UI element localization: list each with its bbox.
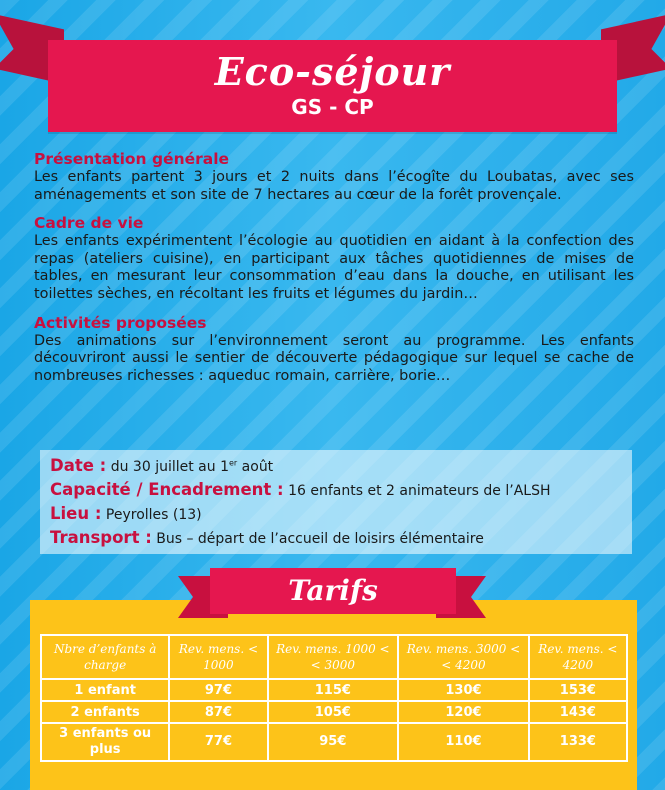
- table-cell: 120€: [398, 701, 529, 723]
- page-subtitle: GS - CP: [291, 95, 374, 119]
- section-presentation: [34, 150, 634, 204]
- page-title: Eco-séjour: [214, 49, 451, 94]
- info-place-label: Lieu :: [50, 504, 102, 523]
- tarifs-table: [40, 634, 628, 762]
- info-date: [50, 456, 273, 475]
- table-row: [41, 701, 627, 723]
- info-date-label: Date :: [50, 456, 107, 475]
- info-capacity-label: Capacité / Encadrement :: [50, 480, 284, 499]
- section-cadre-de-vie: [34, 214, 634, 303]
- header-banner: [48, 40, 617, 132]
- info-place: [50, 504, 202, 523]
- table-cell: 87€: [169, 701, 267, 723]
- table-cell: 143€: [529, 701, 627, 723]
- table-cell: 105€: [268, 701, 399, 723]
- info-transport-label: Transport :: [50, 528, 152, 547]
- table-header-cell: Nbre d’enfants à charge: [41, 635, 169, 679]
- info-capacity: [50, 480, 551, 499]
- table-cell: 1 enfant: [41, 679, 169, 701]
- content: [34, 150, 634, 395]
- info-box: [40, 450, 632, 554]
- info-transport: [50, 528, 484, 547]
- info-date-value-end: août: [237, 459, 274, 475]
- table-cell: 110€: [398, 723, 529, 761]
- section-text: Des animations sur l’environnement seront au programme. Les enfants découvriront aussi le sentier de découverte pédagogique sur lequel se cache de nombreuses richesses : aqueduc romain, carrière, borie…: [34, 332, 634, 384]
- table-cell: 130€: [398, 679, 529, 701]
- info-place-value: Peyrolles (13): [105, 507, 202, 523]
- table-row: [41, 723, 627, 761]
- section-text: Les enfants partent 3 jours et 2 nuits dans l’écogîte du Loubatas, avec ses aménagements et son site de 7 hectares au cœur de la forêt provençale.: [34, 169, 634, 203]
- tarifs-title: Tarifs: [210, 568, 456, 614]
- section-title: Activités proposées: [34, 313, 207, 332]
- table-cell: 77€: [169, 723, 267, 761]
- section-title: Cadre de vie: [34, 214, 144, 233]
- table-row: [41, 679, 627, 701]
- info-date-sup: er: [229, 458, 238, 468]
- tarifs-box: [30, 600, 637, 790]
- info-date-value: du 30 juillet au 1: [110, 459, 229, 475]
- section-text: Les enfants expérimentent l’écologie au quotidien en aidant à la confection des repas (ateliers cuisine), en participant aux tâches quotidiennes de mises de tables, en mesurant leur consommation d’eau dans la douche, en utilisant les toilettes sèches, en récoltant les fruits et légumes du jardin…: [34, 233, 634, 302]
- table-header-cell: Rev. mens. < 4200: [529, 635, 627, 679]
- table-header-cell: Rev. mens. 1000 < < 3000: [268, 635, 399, 679]
- table-header-row: [41, 635, 627, 679]
- table-cell: 97€: [169, 679, 267, 701]
- table-header-cell: Rev. mens. < 1000: [169, 635, 267, 679]
- table-cell: 95€: [268, 723, 399, 761]
- table-cell: 133€: [529, 723, 627, 761]
- table-header-cell: Rev. mens. 3000 < < 4200: [398, 635, 529, 679]
- table-cell: 2 enfants: [41, 701, 169, 723]
- table-cell: 153€: [529, 679, 627, 701]
- table-cell: 3 enfants ou plus: [41, 723, 169, 761]
- table-cell: 115€: [268, 679, 399, 701]
- section-activites: [34, 314, 634, 386]
- info-capacity-value: 16 enfants et 2 animateurs de l’ALSH: [288, 483, 551, 499]
- section-title: Présentation générale: [34, 150, 230, 168]
- info-transport-value: Bus – départ de l’accueil de loisirs élémentaire: [156, 531, 484, 547]
